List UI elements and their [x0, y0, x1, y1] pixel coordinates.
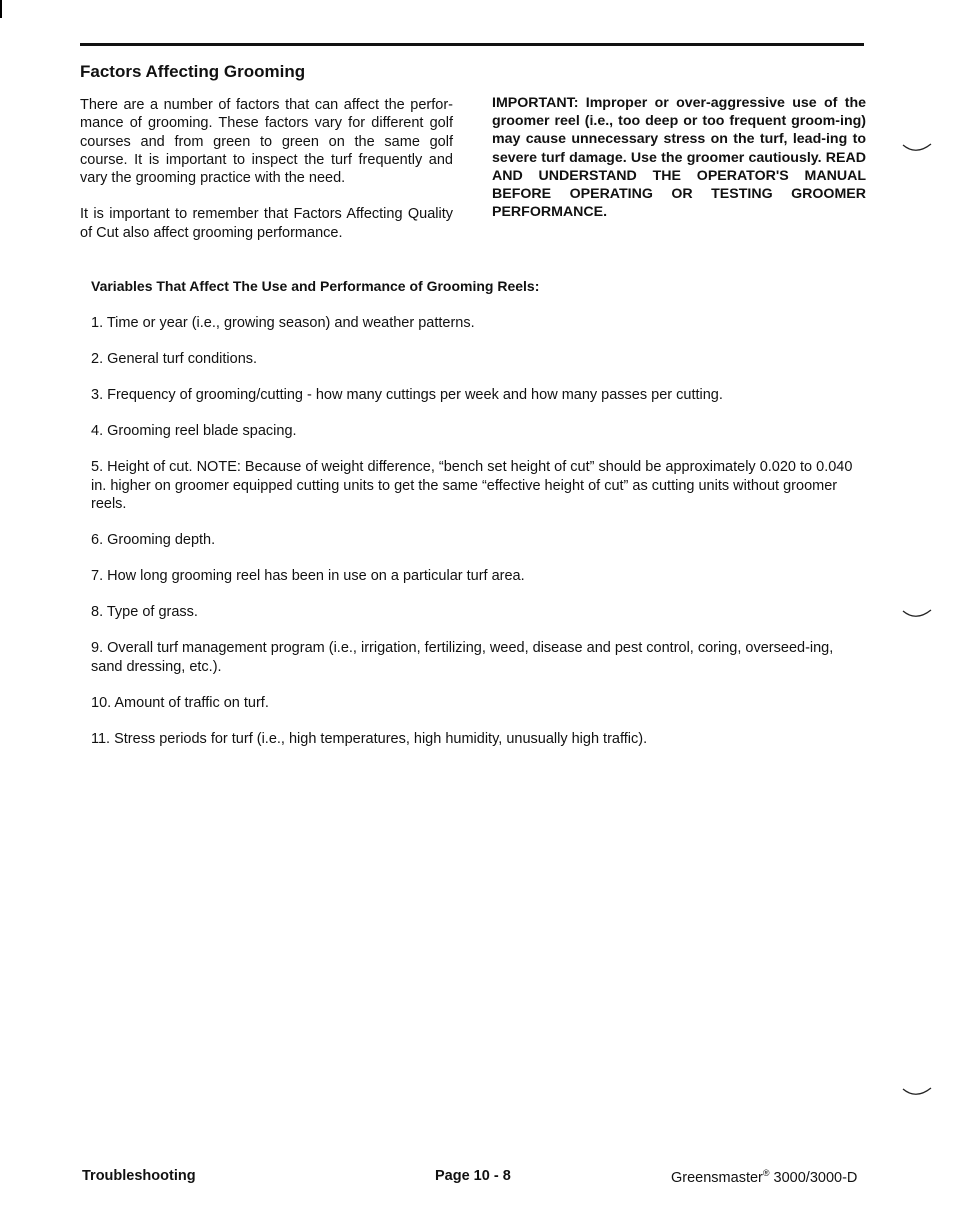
top-rule: [80, 43, 864, 46]
list-item: 6. Grooming depth.: [91, 532, 216, 549]
binder-hole-mark-icon: [902, 608, 932, 622]
list-item: 1. Time or year (i.e., growing season) and weather patterns.: [91, 315, 475, 331]
list-item: 2. General turf conditions.: [91, 351, 258, 368]
footer-product-name: Greensmaster: [671, 1169, 763, 1186]
variables-heading: Variables That Affect The Use and Performance of Grooming Reels:: [91, 278, 540, 294]
binder-hole-mark-icon: [902, 1086, 932, 1100]
binder-hole-mark-icon: [902, 142, 932, 156]
footer-registered-mark: ®: [762, 1168, 770, 1178]
section-title: Factors Affecting Grooming: [80, 62, 306, 81]
important-notice: IMPORTANT: Improper or over-aggressive use of the groomer reel (i.e., too deep or too frequent groom-ing) may cause unnecessary stress on the turf, lead-ing to severe turf damage. Use the groomer cautiously. READ AND UNDERSTAND THE OPERATOR'S MANUAL BEFORE OPERATING OR TESTING GROOMER PERFORMANCE.: [492, 95, 866, 221]
list-item: 11. Stress periods for turf (i.e., high temperatures, high humidity, unusually high traffic).: [91, 730, 648, 747]
list-item: 8. Type of grass.: [91, 604, 198, 621]
scan-edge-mark: [0, 0, 2, 18]
variables-list: [91, 314, 861, 766]
footer-product-models: 3000/3000-D: [769, 1169, 858, 1186]
list-item: 9. Overall turf management program (i.e., irrigation, fertilizing, weed, disease and pest control, coring, overseed-ing, sand dressing, etc.).: [91, 640, 834, 675]
intro-paragraph-2: It is important to remember that Factors Affecting Quality of Cut also affect grooming performance.: [80, 206, 453, 241]
list-item: 4. Grooming reel blade spacing.: [91, 423, 297, 440]
footer-page-number: Page 10 - 8: [435, 1168, 511, 1184]
list-item: 10. Amount of traffic on turf.: [91, 694, 269, 711]
list-item: 5. Height of cut. NOTE: Because of weight difference, “bench set height of cut” should be approximately 0.020 to 0.040 in. higher on groomer equipped cutting units to get the same “effective height of cut” as cutting units without groomer reels.: [91, 459, 853, 512]
list-item: 7. How long grooming reel has been in use on a particular turf area.: [91, 568, 525, 585]
intro-column: [80, 96, 453, 260]
footer-product: [671, 1168, 857, 1186]
footer-section-name: Troubleshooting: [82, 1168, 196, 1184]
intro-paragraph-1: There are a number of factors that can affect the perfor-mance of grooming. These factors vary for different golf courses and from green to green on the same golf course. It is important to inspect the turf frequently and vary the grooming practice with the need.: [80, 97, 453, 187]
list-item: 3. Frequency of grooming/cutting - how many cuttings per week and how many passes per cutting.: [91, 387, 723, 404]
